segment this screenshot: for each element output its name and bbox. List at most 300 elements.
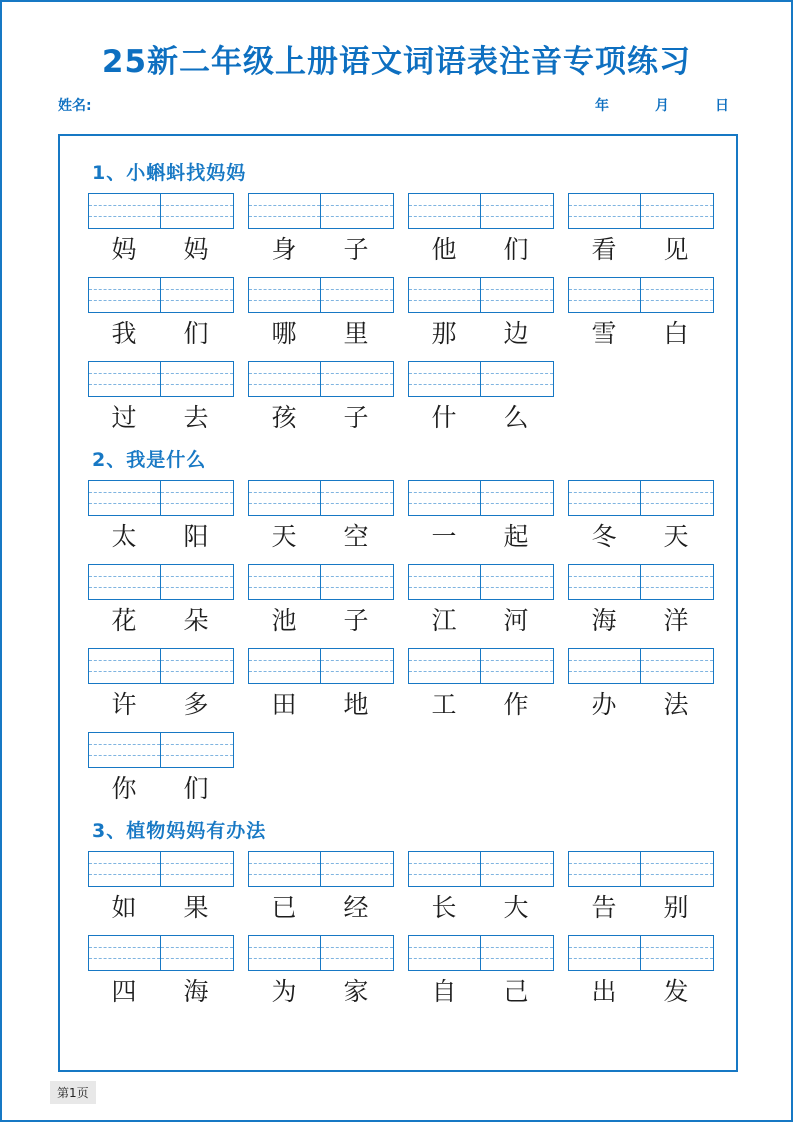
pinyin-input-box[interactable] [88,193,234,229]
pinyin-cell[interactable] [89,362,161,396]
guide-line [89,755,160,756]
pinyin-cell[interactable] [161,278,233,312]
character-row [568,602,714,640]
pinyin-input-box[interactable] [568,193,714,229]
character: 天 [271,522,297,551]
guide-line [249,300,320,301]
pinyin-cell[interactable] [409,936,481,970]
pinyin-cell[interactable] [161,194,233,228]
pinyin-cell[interactable] [481,649,553,683]
character: 阳 [183,522,209,551]
guide-line [569,874,640,875]
character: 如 [111,893,137,922]
guide-line [481,671,553,672]
pinyin-cell[interactable] [481,194,553,228]
character: 雪 [591,319,617,348]
pinyin-cell[interactable] [321,936,393,970]
character: 已 [271,893,297,922]
pinyin-cell[interactable] [409,852,481,886]
pinyin-cell[interactable] [161,936,233,970]
word-row [80,732,716,808]
word-group [248,277,394,353]
guide-line [161,216,233,217]
pinyin-cell[interactable] [321,278,393,312]
character: 自 [431,977,457,1006]
character: 江 [431,606,457,635]
pinyin-input-box[interactable] [88,732,234,768]
day-label: 日 [715,98,729,114]
pinyin-input-box[interactable] [408,851,554,887]
guide-line [89,289,160,290]
guide-line [481,863,553,864]
pinyin-cell[interactable] [161,565,233,599]
character: 子 [343,606,369,635]
pinyin-input-box[interactable] [568,851,714,887]
pinyin-cell[interactable] [89,936,161,970]
character: 太 [111,522,137,551]
character-row [408,889,554,927]
guide-line [569,492,640,493]
guide-line [249,216,320,217]
pinyin-input-box[interactable] [248,935,394,971]
guide-line [409,587,480,588]
word-group [248,648,394,724]
guide-line [161,492,233,493]
word-group [568,564,714,640]
name-label: 姓名: [58,98,92,114]
pinyin-input-box[interactable] [88,935,234,971]
guide-line [89,958,160,959]
character-row [408,973,554,1011]
section-title: 2、我是什么 [92,449,207,471]
character-row [248,889,394,927]
guide-line [481,492,553,493]
character-row [408,518,554,556]
guide-line [89,300,160,301]
character: 哪 [271,319,297,348]
pinyin-cell[interactable] [569,936,641,970]
pinyin-cell[interactable] [481,936,553,970]
pinyin-input-box[interactable] [88,277,234,313]
character: 什 [431,403,457,432]
character: 许 [111,690,137,719]
guide-line [409,958,480,959]
section-title: 3、植物妈妈有办法 [92,820,267,842]
pinyin-cell[interactable] [89,852,161,886]
word-group [408,277,554,353]
pinyin-cell[interactable] [409,481,481,515]
character: 空 [343,522,369,551]
guide-line [321,947,393,948]
character: 那 [431,319,457,348]
guide-line [249,958,320,959]
guide-line [481,289,553,290]
character-row [88,518,234,556]
guide-line [641,576,713,577]
word-group [408,935,554,1011]
character: 子 [343,403,369,432]
pinyin-cell[interactable] [409,565,481,599]
pinyin-cell[interactable] [161,649,233,683]
character: 办 [591,690,617,719]
guide-line [321,216,393,217]
month-label: 月 [655,98,669,114]
word-group [248,935,394,1011]
guide-line [161,384,233,385]
word-group [568,648,714,724]
guide-line [321,289,393,290]
character: 四 [111,977,137,1006]
pinyin-cell[interactable] [409,649,481,683]
character: 一 [431,522,457,551]
character-row [88,889,234,927]
guide-line [249,503,320,504]
guide-line [641,671,713,672]
guide-line [641,587,713,588]
guide-line [409,216,480,217]
word-group [408,851,554,927]
pinyin-cell[interactable] [641,194,713,228]
guide-line [569,576,640,577]
pinyin-input-box[interactable] [408,480,554,516]
pinyin-cell[interactable] [569,278,641,312]
guide-line [409,205,480,206]
guide-line [161,755,233,756]
pinyin-cell[interactable] [249,936,321,970]
guide-line [321,671,393,672]
word-group [568,193,714,269]
pinyin-input-box[interactable] [248,648,394,684]
pinyin-cell[interactable] [321,852,393,886]
guide-line [249,863,320,864]
character-row [568,889,714,927]
character: 孩 [271,403,297,432]
guide-line [641,874,713,875]
character: 里 [343,319,369,348]
word-row [80,480,716,556]
pinyin-input-box[interactable] [568,935,714,971]
pinyin-cell[interactable] [89,194,161,228]
guide-line [89,660,160,661]
pinyin-input-box[interactable] [88,851,234,887]
pinyin-input-box[interactable] [248,193,394,229]
character-row [248,973,394,1011]
pinyin-cell[interactable] [641,936,713,970]
character: 海 [591,606,617,635]
pinyin-input-box[interactable] [408,193,554,229]
word-group [88,732,234,808]
pinyin-input-box[interactable] [408,564,554,600]
guide-line [409,947,480,948]
character: 工 [431,690,457,719]
word-row [80,361,716,437]
character: 经 [343,893,369,922]
guide-line [161,744,233,745]
word-row [80,648,716,724]
guide-line [161,205,233,206]
character-row [88,399,234,437]
character: 天 [663,522,689,551]
pinyin-cell[interactable] [161,733,233,767]
guide-line [249,874,320,875]
pinyin-input-box[interactable] [568,564,714,600]
guide-line [161,947,233,948]
word-group [568,935,714,1011]
character-row [248,315,394,353]
guide-line [481,205,553,206]
word-group [408,648,554,724]
guide-line [569,300,640,301]
pinyin-cell[interactable] [569,852,641,886]
word-group [248,361,394,437]
word-group [248,564,394,640]
guide-line [481,947,553,948]
character: 妈 [111,235,137,264]
guide-line [321,300,393,301]
guide-line [641,660,713,661]
character: 果 [183,893,209,922]
pinyin-cell[interactable] [409,362,481,396]
guide-line [409,300,480,301]
guide-line [161,587,233,588]
page-number: 第1页 [50,1081,96,1104]
pinyin-input-box[interactable] [568,648,714,684]
guide-line [569,863,640,864]
guide-line [161,863,233,864]
guide-line [249,660,320,661]
pinyin-cell[interactable] [641,481,713,515]
guide-line [89,373,160,374]
pinyin-cell[interactable] [481,362,553,396]
pinyin-input-box[interactable] [408,648,554,684]
character: 为 [271,977,297,1006]
pinyin-cell[interactable] [481,278,553,312]
guide-line [409,384,480,385]
pinyin-cell[interactable] [569,481,641,515]
page-title: 25新二年级上册语文词语表注音专项练习 [101,44,692,80]
pinyin-input-box[interactable] [408,277,554,313]
guide-line [89,576,160,577]
character: 多 [183,690,209,719]
pinyin-cell[interactable] [409,278,481,312]
character: 河 [503,606,529,635]
guide-line [481,216,553,217]
word-group [248,480,394,556]
guide-line [161,874,233,875]
character: 白 [663,319,689,348]
pinyin-cell[interactable] [481,481,553,515]
pinyin-cell[interactable] [249,481,321,515]
guide-line [249,205,320,206]
guide-line [249,947,320,948]
pinyin-input-box[interactable] [568,480,714,516]
pinyin-input-box[interactable] [248,851,394,887]
character: 长 [431,893,457,922]
pinyin-input-box[interactable] [88,361,234,397]
guide-line [481,874,553,875]
pinyin-cell[interactable] [161,852,233,886]
character-row [248,399,394,437]
pinyin-cell[interactable] [89,565,161,599]
character: 们 [183,774,209,803]
guide-line [569,587,640,588]
character-row [568,231,714,269]
pinyin-cell[interactable] [641,649,713,683]
pinyin-cell[interactable] [249,362,321,396]
guide-line [641,492,713,493]
guide-line [641,300,713,301]
pinyin-cell[interactable] [409,194,481,228]
pinyin-cell[interactable] [569,565,641,599]
pinyin-cell[interactable] [161,481,233,515]
guide-line [641,289,713,290]
pinyin-input-box[interactable] [248,564,394,600]
pinyin-cell[interactable] [89,733,161,767]
word-group [248,193,394,269]
pinyin-input-box[interactable] [248,480,394,516]
guide-line [161,576,233,577]
pinyin-cell[interactable] [569,649,641,683]
pinyin-cell[interactable] [569,194,641,228]
guide-line [321,373,393,374]
guide-line [321,384,393,385]
pinyin-cell[interactable] [249,565,321,599]
character: 朵 [183,606,209,635]
character-row [568,518,714,556]
guide-line [641,958,713,959]
pinyin-cell[interactable] [89,649,161,683]
pinyin-input-box[interactable] [408,935,554,971]
guide-line [89,744,160,745]
character: 妈 [183,235,209,264]
guide-line [569,947,640,948]
guide-line [249,373,320,374]
guide-line [321,576,393,577]
guide-line [89,587,160,588]
character-row [408,686,554,724]
guide-line [321,205,393,206]
pinyin-input-box[interactable] [408,361,554,397]
pinyin-cell[interactable] [249,278,321,312]
word-group [88,277,234,353]
pinyin-cell[interactable] [249,194,321,228]
pinyin-cell[interactable] [249,649,321,683]
character: 去 [183,403,209,432]
character-row [88,315,234,353]
character: 己 [503,977,529,1006]
character: 洋 [663,606,689,635]
pinyin-cell[interactable] [321,565,393,599]
guide-line [249,384,320,385]
word-group [568,480,714,556]
character-row [408,231,554,269]
guide-line [249,492,320,493]
guide-line [321,958,393,959]
guide-line [409,874,480,875]
guide-line [569,503,640,504]
guide-line [89,216,160,217]
word-group [248,851,394,927]
pinyin-cell[interactable] [321,362,393,396]
guide-line [321,874,393,875]
pinyin-cell[interactable] [321,481,393,515]
pinyin-cell[interactable] [321,194,393,228]
guide-line [481,958,553,959]
pinyin-input-box[interactable] [88,564,234,600]
guide-line [89,205,160,206]
character: 子 [343,235,369,264]
character: 冬 [591,522,617,551]
pinyin-cell[interactable] [481,852,553,886]
guide-line [89,863,160,864]
pinyin-cell[interactable] [641,852,713,886]
exercise-container [58,134,738,1072]
character-row [248,686,394,724]
guide-line [569,671,640,672]
guide-line [641,216,713,217]
character-row [408,399,554,437]
guide-line [321,492,393,493]
character: 边 [503,319,529,348]
word-group [408,193,554,269]
guide-line [569,216,640,217]
word-group [88,564,234,640]
pinyin-cell[interactable] [161,362,233,396]
character: 作 [503,690,529,719]
pinyin-cell[interactable] [89,481,161,515]
character-row [88,770,234,808]
word-group [88,193,234,269]
guide-line [161,373,233,374]
character: 地 [343,690,369,719]
character: 出 [591,977,617,1006]
character-row [88,686,234,724]
pinyin-cell[interactable] [641,278,713,312]
guide-line [249,587,320,588]
character-row [248,602,394,640]
character: 你 [111,774,137,803]
character: 海 [183,977,209,1006]
pinyin-input-box[interactable] [88,648,234,684]
character-row [568,686,714,724]
pinyin-cell[interactable] [321,649,393,683]
character: 田 [271,690,297,719]
guide-line [481,373,553,374]
character: 起 [503,522,529,551]
guide-line [481,503,553,504]
guide-line [409,660,480,661]
pinyin-input-box[interactable] [568,277,714,313]
guide-line [409,576,480,577]
pinyin-input-box[interactable] [88,480,234,516]
guide-line [641,947,713,948]
pinyin-cell[interactable] [89,278,161,312]
character: 发 [663,977,689,1006]
guide-line [89,947,160,948]
character-row [88,602,234,640]
pinyin-input-box[interactable] [248,277,394,313]
pinyin-input-box[interactable] [248,361,394,397]
character: 大 [503,893,529,922]
guide-line [569,205,640,206]
pinyin-cell[interactable] [641,565,713,599]
character: 别 [663,893,689,922]
pinyin-cell[interactable] [481,565,553,599]
word-row [80,935,716,1011]
word-row [80,851,716,927]
sections-root [60,136,736,1011]
pinyin-cell[interactable] [249,852,321,886]
